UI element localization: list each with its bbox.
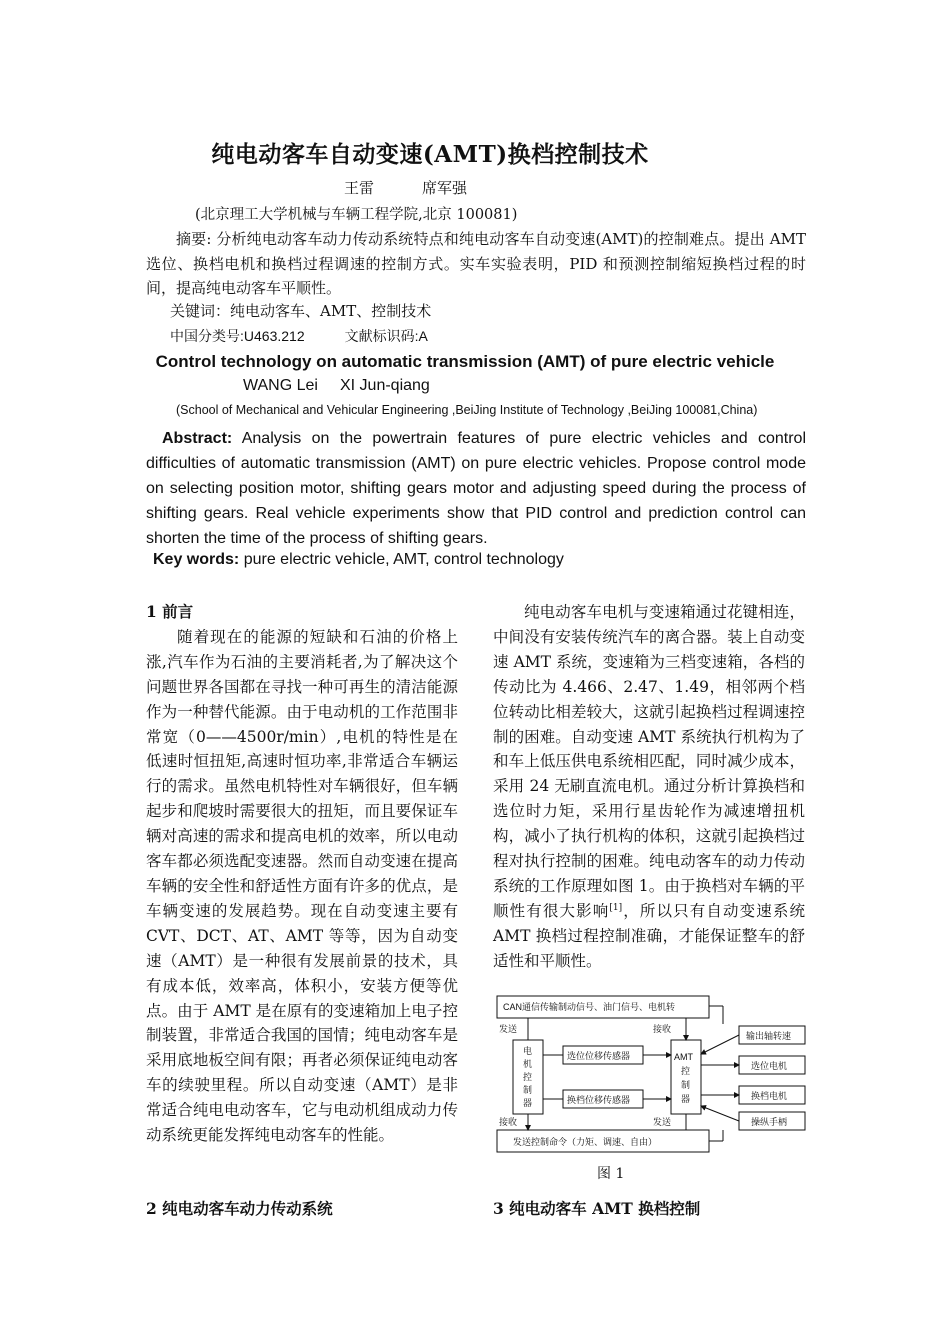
english-author-1: WANG Lei — [243, 377, 318, 394]
abstract-en-text: Analysis on the powertrain features of pure electric vehicles and control difficulties of automatic transmission (AMT) on pure electric vehicles. Propose control mode on selecting position motor, shifting gears motor and adjusting speed during the process of shifting gears. Real vehicle experiments show that PID control and prediction control can shorten the time of the process of shifting gears. — [146, 430, 807, 547]
shift-sensor-label: 换档位移传感器 — [567, 1095, 631, 1105]
label-recv-top: 接收 — [653, 1024, 672, 1034]
figure-caption: 图 1 — [597, 1166, 625, 1182]
mc-char-1: 电 — [523, 1046, 533, 1056]
document-code: 文献标识码:A — [344, 328, 428, 344]
section-1-body: 随着现在的能源的短缺和石油的价格上涨,汽车作为石油的主要消耗者,为了解决这个问题世界各国都在寻找一种可再生的清洁能源作为一种替代能源。由于电动机的工作范围非常宽（0——4500r/min）,电机的特性是在低速时恒扭矩,高速时恒功率,非常适合车辆运行的需求。虽然电机特性对车辆很好，但车辆起步和爬坡时需要很大的扭矩，而且要保证车辆对高速的需求和提高电机的效率，所以电动客车都必须选配变速器。然而自动变速在提高车辆的安全性和舒适性方面有许多的优点，是车辆变速的发展趋势。现在自动变速主要有 CVT、DCT、AT、AMT 等等，因为自动变速（AMT）是一种很有发展前景的技术，具有成本低，效率高，体积小，安装方便等优点。由于 AMT 是在原有的变速箱加上电子控制装置，非常适合我国的国情；纯电动客车是采用底地板空间有限；再者必须保证纯电动客车的续驶里程。所以自动变速（AMT）是非常适合纯电电动客车，它与电动机组成动力传动系统更能发挥纯电动客车的性能。 — [146, 627, 458, 1145]
citation-ref[interactable]: [1] — [609, 902, 623, 913]
amt-char-1: AMT — [674, 1052, 693, 1062]
affiliation: (北京理工大学机械与车辆工程学院,北京 100081) — [195, 207, 518, 223]
paper-title: 纯电动客车自动变速(AMT)换档控制技术 — [211, 141, 649, 168]
label-recv-left: 接收 — [499, 1117, 518, 1127]
keywords-en — [153, 551, 564, 569]
classification-number: 中国分类号:U463.212 — [170, 328, 305, 344]
right-column — [493, 600, 805, 974]
keywords-zh: 关键词：纯电动客车、AMT、控制技术 — [170, 302, 432, 320]
right-body-part1: 纯电动客车电机与变速箱通过花键相连，中间没有安装传统汽车的离合器。装上自动变速 AMT 系统，变速箱为三档变速箱，各档的传动比为 4.466、2.47、1.49，相邻两个档位转动比相差较大，这就引起换档过程调速控制的困难。自动变速 AMT 系统执行机构为了和车上低压供电系统相匹配，同时减少成本，采用 24 无刷直流电机。通过分析计算换档和选位时力矩，采用行星齿轮作为减速增扭机构，减小了执行机构的体积，这就引起换档过程对执行控制的困难。纯电动客车的动力传动系统的工作原理如图 1。由于换档对车辆的平顺性有很大影响 — [493, 603, 805, 920]
figure-1-svg — [493, 994, 809, 1154]
output-speed-label: 输出轴转速 — [746, 1031, 792, 1041]
abstract-en-label: Abstract: — [162, 430, 233, 447]
section-1-heading: 1 前言 — [146, 602, 194, 621]
left-column — [146, 600, 458, 1148]
right-body — [493, 600, 805, 974]
select-sensor-label: 选位位移传感器 — [567, 1051, 631, 1061]
right-body-part2: ，所以只有自动变速系统 AMT 换档过程控制准确，才能保证整车的舒适性和平顺性。 — [493, 901, 805, 970]
english-affiliation: (School of Mechanical and Vehicular Engineering ,BeiJing Institute of Technology ,BeiJing 100081,China) — [176, 403, 758, 417]
amt-char-2: 控 — [681, 1066, 691, 1076]
shift-motor-label: 换档电机 — [751, 1091, 788, 1101]
mc-char-4: 制 — [523, 1085, 533, 1095]
section-2-heading: 2 纯电动客车动力传动系统 — [146, 1199, 333, 1218]
amt-char-3: 制 — [681, 1080, 691, 1090]
author-2: 席军强 — [422, 179, 468, 197]
abstract-en — [146, 426, 806, 551]
handle-label: 操纵手柄 — [751, 1117, 788, 1127]
label-send-right: 发送 — [653, 1117, 672, 1127]
mc-char-3: 控 — [523, 1072, 533, 1082]
section-3-heading: 3 纯电动客车 AMT 换档控制 — [493, 1199, 701, 1218]
keywords-en-text: pure electric vehicle, AMT, control technology — [243, 551, 564, 568]
english-title: Control technology on automatic transmission (AMT) of pure electric vehicle — [155, 352, 775, 371]
abstract-zh: 摘要: 分析纯电动客车动力传动系统特点和纯电动客车自动变速(AMT)的控制难点。提出 AMT 选位、换档电机和换档过程调速的控制方式。实车实验表明，PID 和预测控制缩短换档过程的时间，提高纯电动客车平顺性。 — [146, 230, 806, 297]
classification-line — [170, 326, 428, 346]
figure-1-diagram — [493, 994, 809, 1154]
keywords-en-label: Key words: — [153, 551, 240, 568]
label-send-left: 发送 — [499, 1024, 518, 1034]
amt-char-4: 器 — [681, 1094, 691, 1104]
author-1: 王雷 — [344, 179, 375, 197]
english-authors — [243, 377, 430, 395]
mc-char-5: 器 — [523, 1098, 533, 1108]
select-motor-label: 选位电机 — [751, 1061, 788, 1071]
bottom-bus-text: 发送控制命令（力矩、调速、自由） — [513, 1137, 658, 1147]
authors — [344, 177, 467, 198]
top-bus-text: CAN通信传输制动信号、油门信号、电机转 — [503, 1002, 676, 1012]
mc-char-2: 机 — [523, 1059, 533, 1069]
english-author-2: XI Jun-qiang — [339, 377, 430, 394]
